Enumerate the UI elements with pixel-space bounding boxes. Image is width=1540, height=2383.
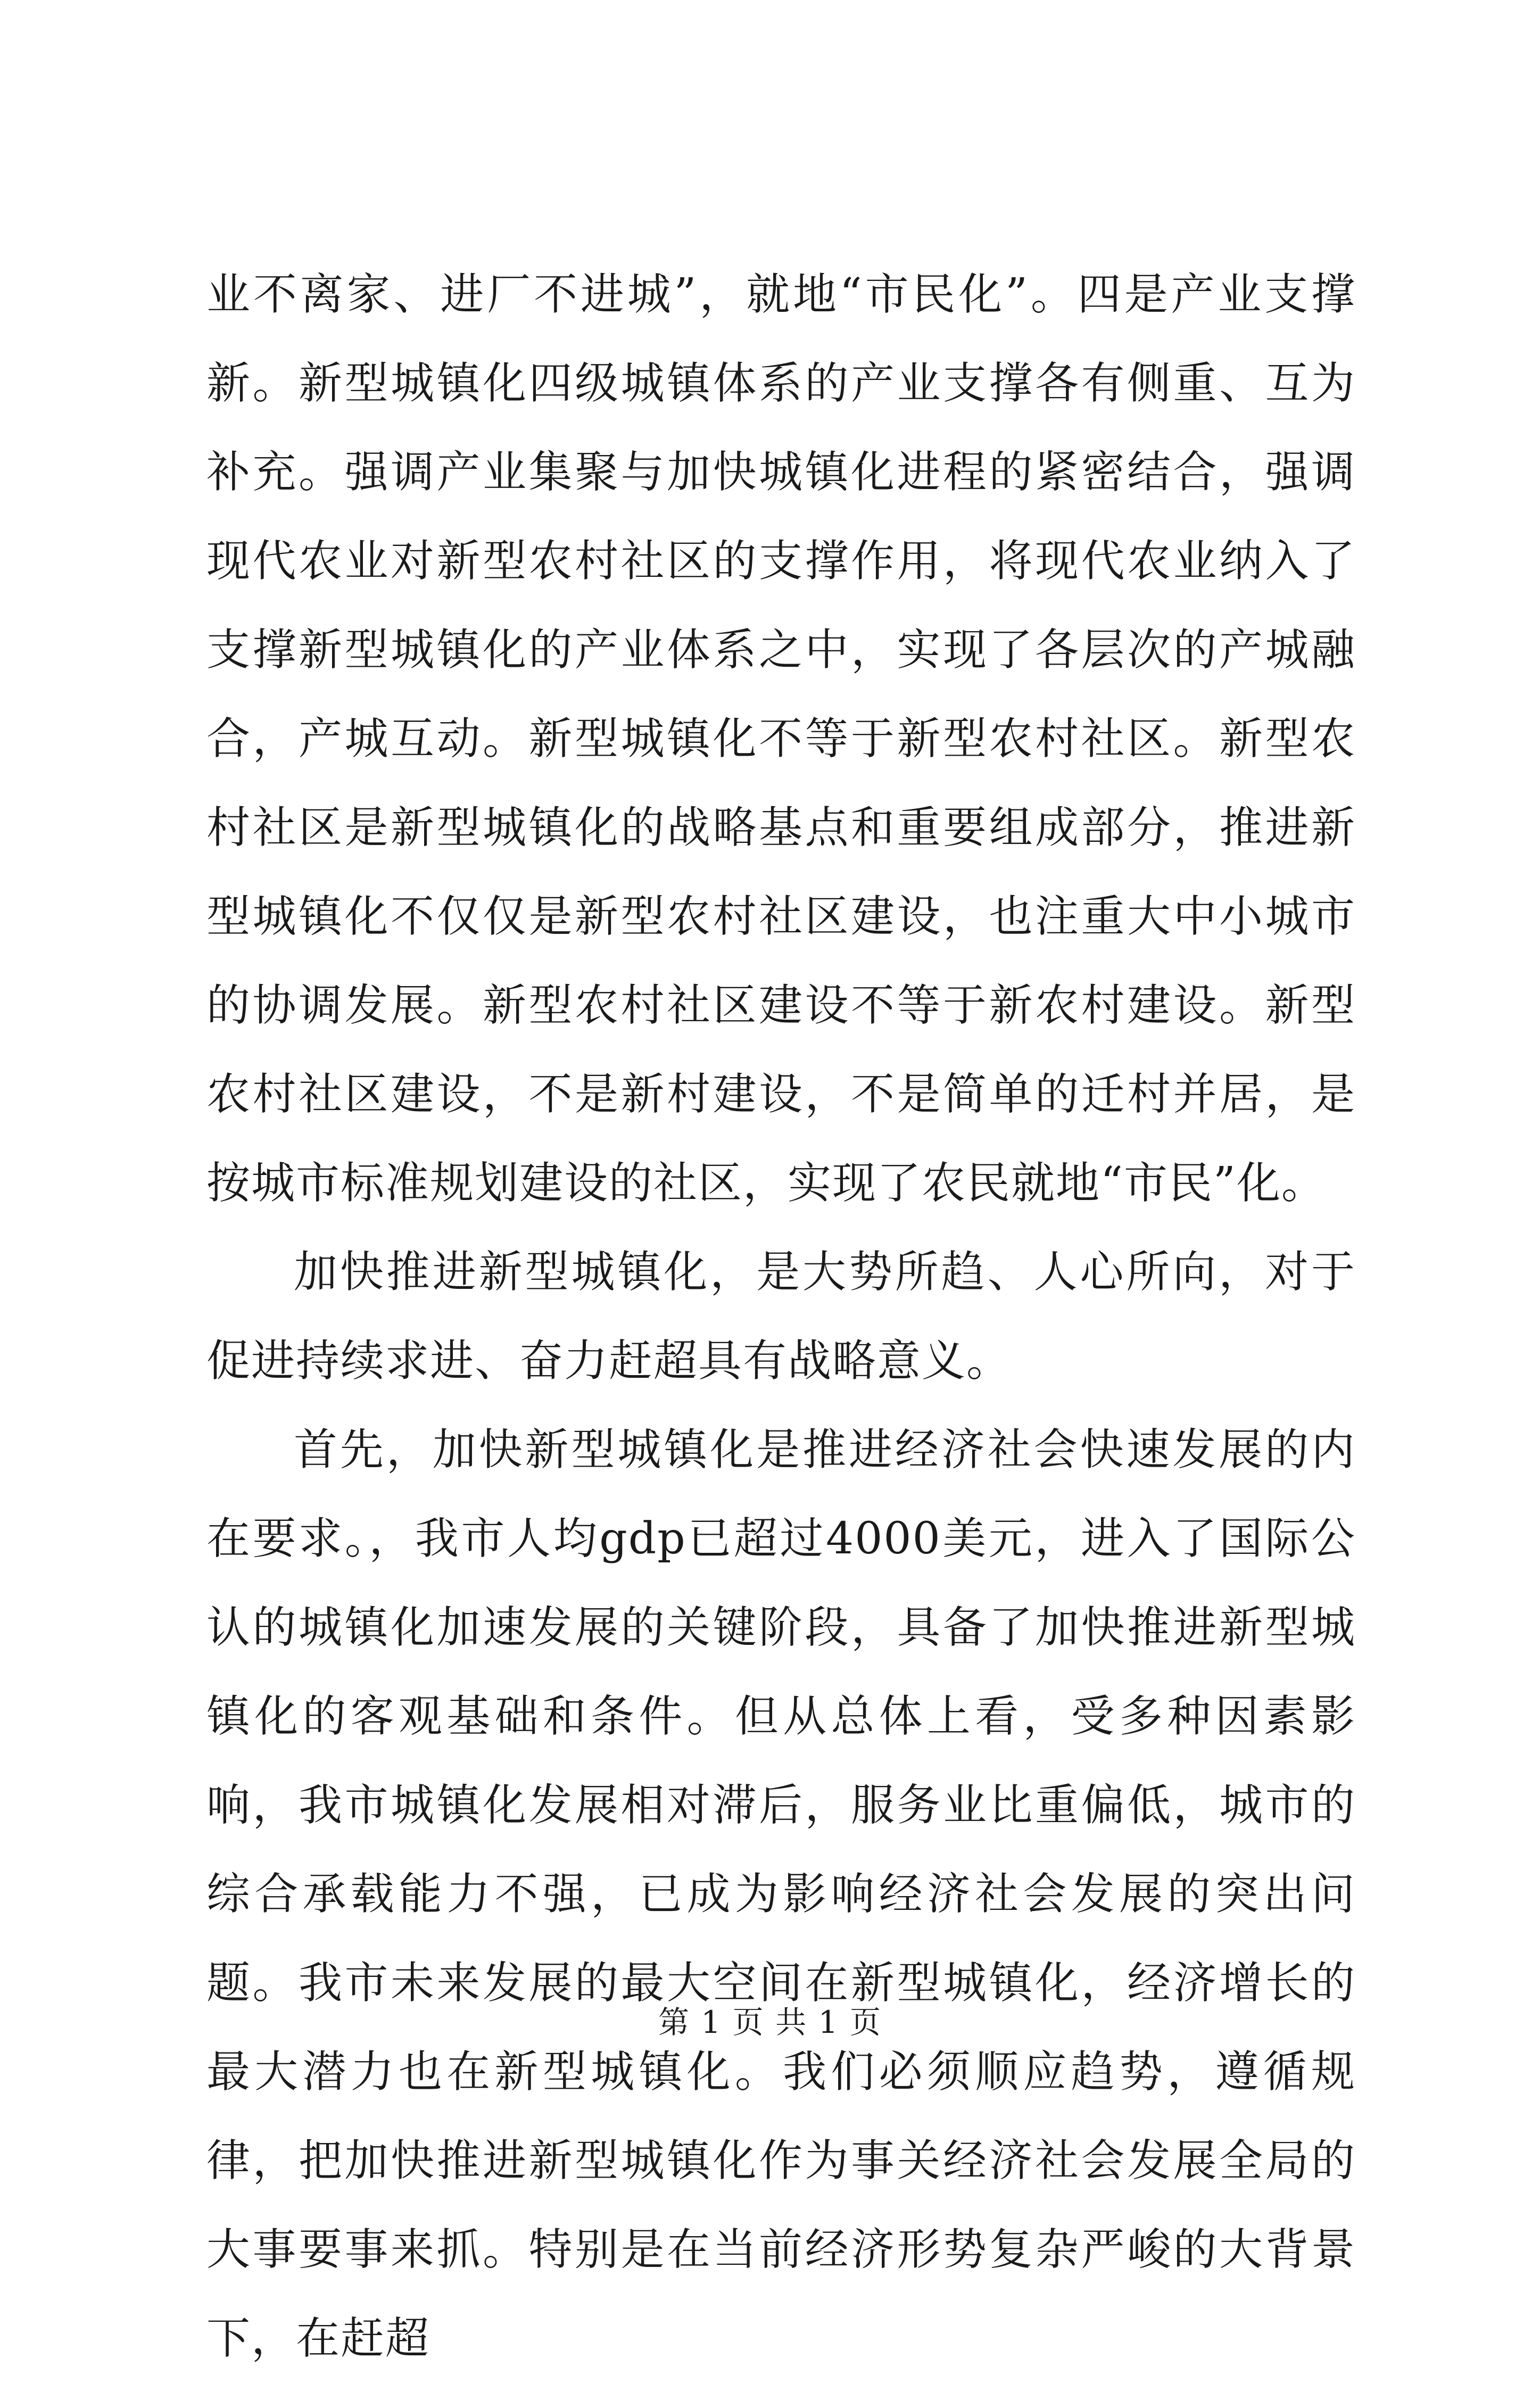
paragraph-2: 加快推进新型城镇化，是大势所趋、人心所向，对于促进持续求进、奋力赶超具有战略意义。 bbox=[206, 1247, 1356, 1386]
document-body bbox=[206, 250, 1356, 2383]
paragraph-3: 首先，加快新型城镇化是推进经济社会快速发展的内在要求。，我市人均gdp已超过4000美元，进入了国际公认的城镇化加速发展的关键阶段，具备了加快推进新型城镇化的客观基础和条件。但从总体上看，受多种因素影响，我市城镇化发展相对滞后，服务业比重偏低，城市的综合承载能力不强，已成为影响经济社会发展的突出问题。我市未来发展的最大空间在新型城镇化，经济增长的最大潜力也在新型城镇化。我们必须顺应趋势，遵循规律，把加快推进新型城镇化作为事关经济社会发展全局的大事要事来抓。特别是在当前经济形势复杂严峻的大背景下，在赶超 bbox=[206, 1425, 1356, 2364]
page-number-footer: 第 1 页 共 1 页 bbox=[658, 2004, 882, 2040]
paragraph-1: 业不离家、进厂不进城”，就地“市民化”。四是产业支撑新。新型城镇化四级城镇体系的产业支撑各有侧重、互为补充。强调产业集聚与加快城镇化进程的紧密结合，强调现代农业对新型农村社区的支撑作用，将现代农业纳入了支撑新型城镇化的产业体系之中，实现了各层次的产城融合，产城互动。新型城镇化不等于新型农村社区。新型农村社区是新型城镇化的战略基点和重要组成部分，推进新型城镇化不仅仅是新型农村社区建设，也注重大中小城市的协调发展。新型农村社区建设不等于新农村建设。新型农村社区建设，不是新村建设，不是简单的迁村并居，是按城市标准规划建设的社区，实现了农民就地“市民”化。 bbox=[206, 269, 1356, 1209]
